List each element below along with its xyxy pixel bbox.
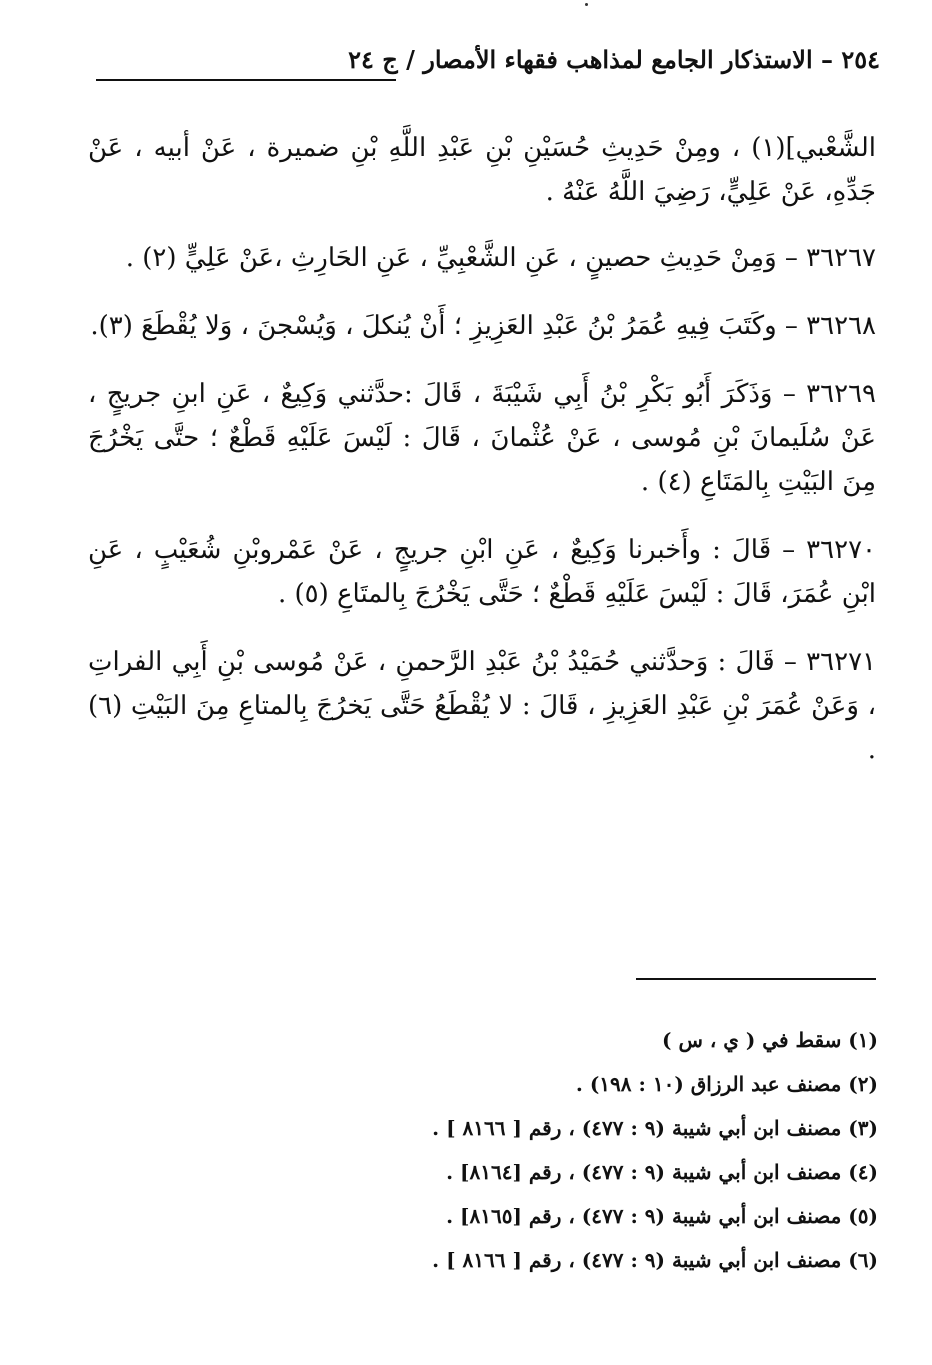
footnote-4: (٤) مصنف ابن أبي شيبة (٩ : ٤٧٧) ، رقم [٨١٦٤] . (446, 1160, 878, 1184)
footnote-separator (636, 978, 876, 980)
footnote-1: (١) سقط في ( ي ، س ) (662, 1028, 878, 1052)
paragraph-36268: ٣٦٢٦٨ – وكَتَبَ فِيهِ عُمَرُ بْنُ عَبْدِ العَزِيزِ ؛ أَنْ يُنكلَ ، وَيُسْجنَ ، وَلا يُقْطَعَ (٣). (90, 311, 876, 341)
paragraph-36269: ٣٦٢٦٩ – وَذَكَرَ أَبُو بَكْرِ بْنُ أَبِي شَيْبَةَ ، قَالَ :حدَّثني وَكِيعٌ ، عَنِ ابنِ جريجٍ ، عَنْ سُلَيمانَ بْنِ مُوسى ، عَنْ عُثْمانَ ، قَالَ : لَيْسَ عَلَيْهِ قَطْعٌ ؛ حتَّى يَخْرُجَ مِنَ البَيْتِ بِالمَتَاعِ (٤) . (88, 379, 876, 497)
running-title: ٢٥٤ – الاستذكار الجامع لمذاهب فقهاء الأمصار / ج ٢٤ (348, 45, 880, 74)
page-header (96, 44, 880, 84)
paragraph-36267: ٣٦٢٦٧ – وَمِنْ حَدِيثِ حصينٍ ، عَنِ الشَّعْبِيِّ ، عَنِ الحَارِثِ ،عَنْ عَلِيٍّ (٢) . (125, 243, 876, 273)
header-rule (96, 79, 396, 81)
footnote-5: (٥) مصنف ابن أبي شيبة (٩ : ٤٧٧) ، رقم [٨١٦٥] . (446, 1204, 878, 1228)
main-text (88, 126, 876, 796)
paragraph-36270: ٣٦٢٧٠ – قَالَ : وأَخبرنا وَكِيعٌ ، عَنِ ابْنِ جريجٍ ، عَنْ عَمْروبْنِ شُعَيْبٍ ، عَنِ ابْنِ عُمَرَ، قَالَ : لَيْسَ عَلَيْهِ قَطْعٌ ؛ حَتَّى يَخْرُجَ بِالمتَاعِ (٥) . (88, 535, 876, 609)
scan-speck (585, 3, 588, 6)
footnote-3: (٣) مصنف ابن أبي شيبة (٩ : ٤٧٧) ، رقم [ ٨١٦٦ ] . (432, 1116, 878, 1140)
footnote-2: (٢) مصنف عبد الرزاق (١٠ : ١٩٨) . (575, 1072, 878, 1096)
footnote-6: (٦) مصنف ابن أبي شيبة (٩ : ٤٧٧) ، رقم [ ٨١٦٦ ] . (432, 1248, 878, 1272)
paragraph-continuation: الشَّعْبي](١) ، ومِنْ حَدِيثِ حُسَيْنِ بْنِ عَبْدِ اللَّهِ بْنِ ضميرة ، عَنْ أبيه ، عَنْ جَدِّهِ، عَنْ عَلِيٍّ، رَضِيَ اللَّهُ عَنْهُ . (88, 133, 876, 207)
paragraph-36271: ٣٦٢٧١ – قَالَ : وَحدَّثني حُمَيْدُ بْنُ عَبْدِ الرَّحمنِ ، عَنْ مُوسى بْنِ أَبِي الفراتِ ، وَعَنْ عُمَرَ بْنِ عَبْدِ العَزِيزِ ، قَالَ : لا يُقْطَعُ حَتَّى يَخرُجَ بِالمتاعِ مِنَ البَيْتِ (٦) . (88, 647, 876, 765)
footnotes (98, 1018, 878, 1282)
